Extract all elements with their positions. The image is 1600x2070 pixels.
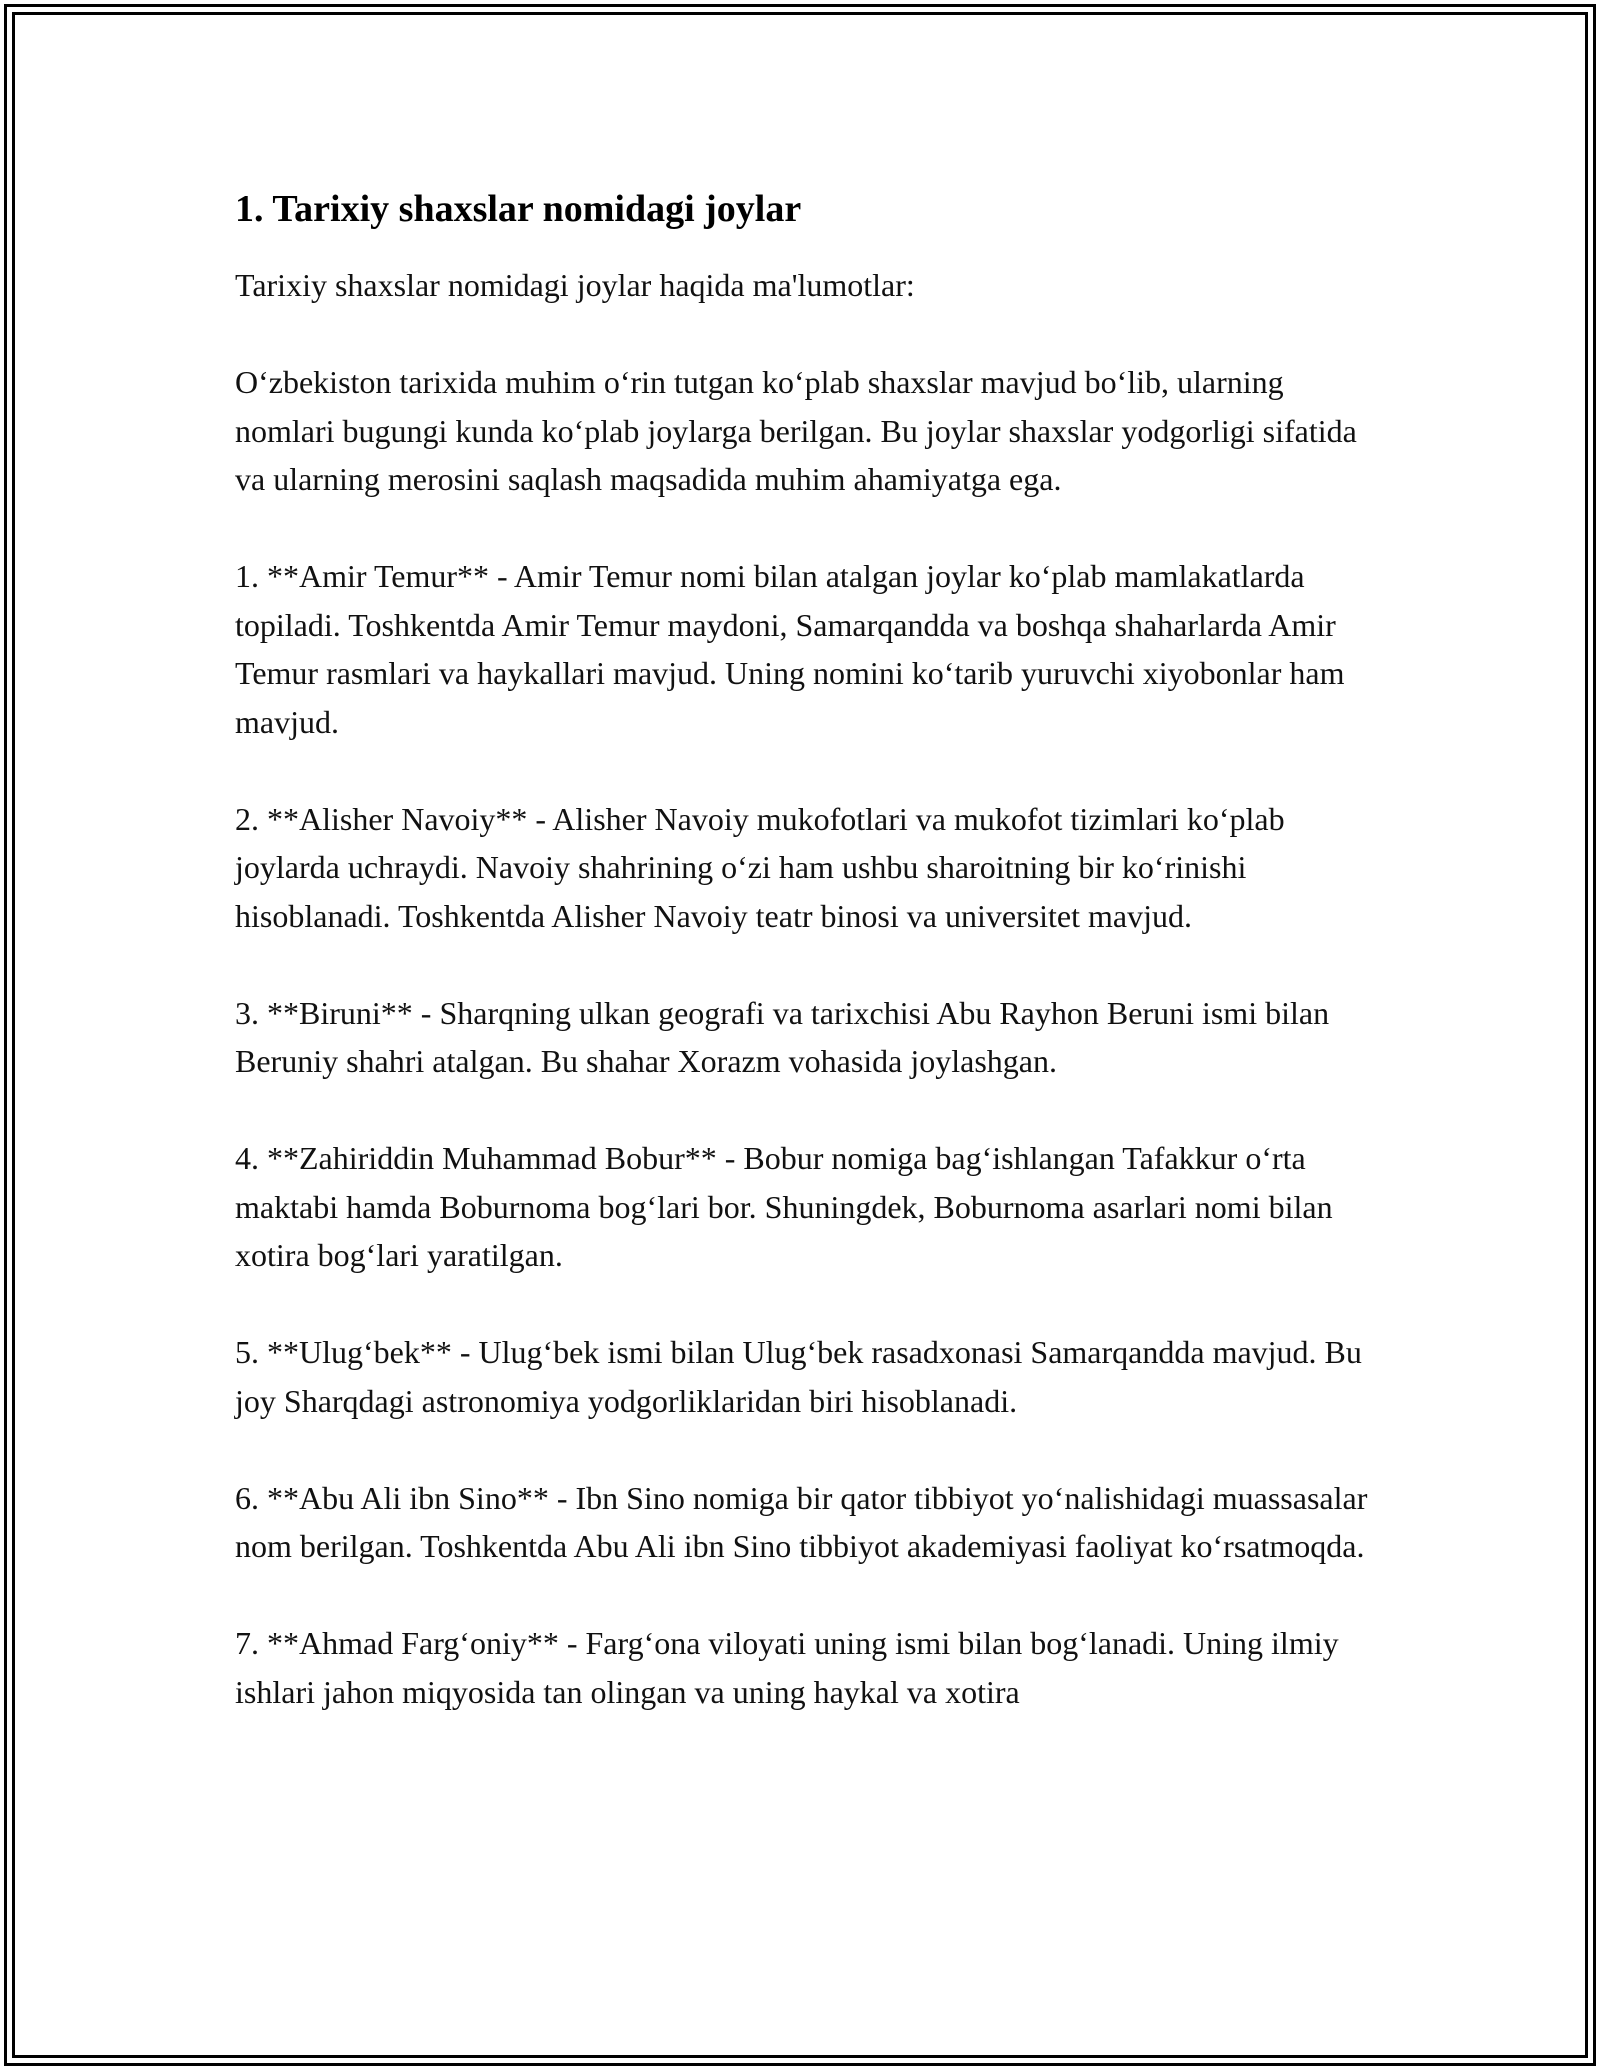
intro-line: Tarixiy shaxslar nomidagi joylar haqida ma'lumotlar: — [235, 267, 915, 303]
document-body — [235, 185, 1375, 1765]
list-item-ahmad-fargoniy: 7. **Ahmad Farg‘oniy** - Farg‘ona viloyati uning ismi bilan bog‘lanadi. Uning ilmiy ishlari jahon miqyosida tan olingan va uning haykal va xotira — [235, 1625, 1339, 1710]
section-heading: 1. Tarixiy shaxslar nomidagi joylar — [235, 188, 802, 230]
list-item-alisher-navoiy: 2. **Alisher Navoiy** - Alisher Navoiy mukofotlari va mukofot tizimlari ko‘plab joylarda uchraydi. Navoiy shahrining o‘zi ham ushbu sharoitning bir ko‘rinishi hisoblanadi. Toshkentda Alisher Navoiy teatr binosi va universitet mavjud. — [235, 800, 1285, 934]
list-item-amir-temur: 1. **Amir Temur** - Amir Temur nomi bilan atalgan joylar ko‘plab mamlakatlarda topiladi. Toshkentda Amir Temur maydoni, Samarqandda va boshqa shaharlarda Amir Temur rasmlari va haykallari mavjud. Uning nomini ko‘tarib yuruvchi xiyobonlar ham mavjud. — [235, 558, 1345, 740]
list-item-bobur: 4. **Zahiriddin Muhammad Bobur** - Bobur nomiga bag‘ishlangan Tafakkur o‘rta maktabi hamda Boburnoma bog‘lari bor. Shuningdek, Boburnoma asarlari nomi bilan xotira bog‘lari yaratilgan. — [235, 1140, 1333, 1273]
list-item-ulugbek: 5. **Ulug‘bek** - Ulug‘bek ismi bilan Ulug‘bek rasadxonasi Samarqandda mavjud. Bu joy Sharqdagi astronomiya yodgorliklaridan biri hisoblanadi. — [235, 1334, 1362, 1419]
main-paragraph: O‘zbekiston tarixida muhim o‘rin tutgan ko‘plab shaxslar mavjud bo‘lib, ularning nomlari bugungi kunda ko‘plab joylarga berilgan. Bu joylar shaxslar yodgorligi sifatida va ularning merosini saqlash maqsadida muhim ahamiyatga ega. — [235, 364, 1357, 497]
list-item-biruni: 3. **Biruni** - Sharqning ulkan geografi va tarixchisi Abu Rayhon Beruni ismi bilan Beruniy shahri atalgan. Bu shahar Xorazm vohasida joylashgan. — [235, 994, 1330, 1079]
list-item-ibn-sino: 6. **Abu Ali ibn Sino** - Ibn Sino nomiga bir qator tibbiyot yo‘nalishidagi muassasalar nom berilgan. Toshkentda Abu Ali ibn Sino tibbiyot akademiyasi faoliyat ko‘rsatmoqda. — [235, 1479, 1368, 1564]
